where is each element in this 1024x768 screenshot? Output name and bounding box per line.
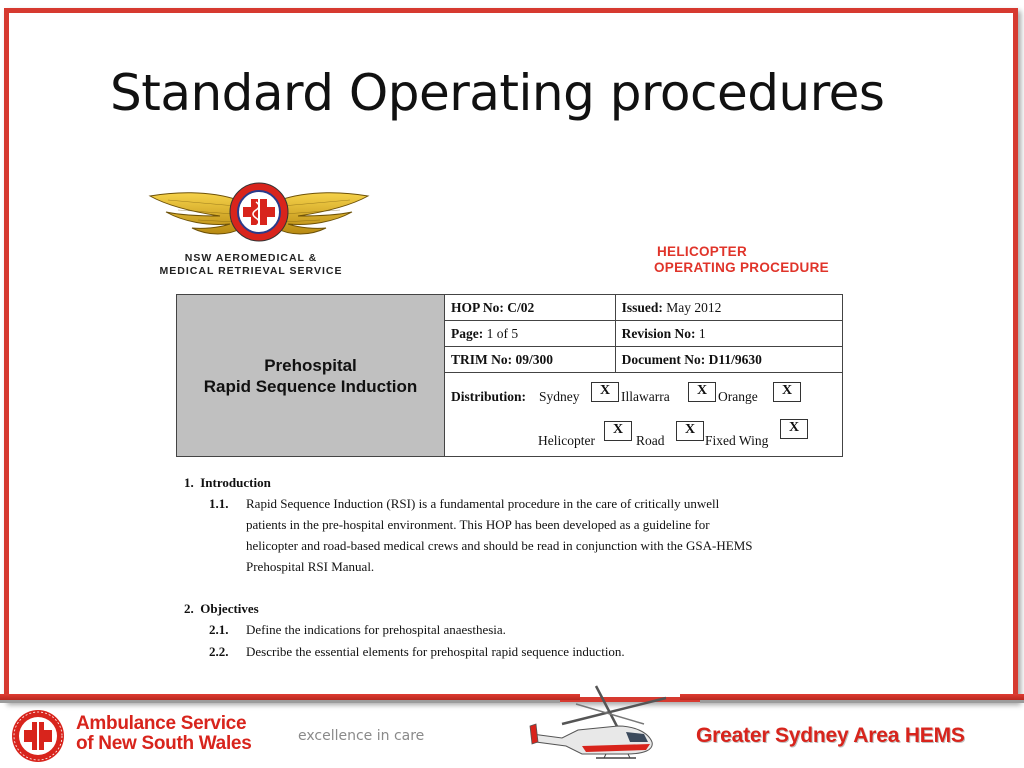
item-1-1-line-4: Prehospital RSI Manual. xyxy=(246,559,375,574)
distribution-fixed-wing: Fixed Wing xyxy=(705,433,769,448)
org-name xyxy=(144,252,358,278)
wings-emblem-icon xyxy=(148,182,370,244)
slide-title: Standard Operating procedures xyxy=(110,64,885,122)
item-2-1-number: 2.1. xyxy=(209,622,229,637)
distribution-illawarra-checkbox: X xyxy=(688,382,716,402)
item-1-1-line-1: Rapid Sequence Induction (RSI) is a fundamental procedure in the care of critically unwell xyxy=(246,496,720,511)
distribution-sydney: Sydney xyxy=(539,389,580,404)
tagline: excellence in care xyxy=(298,728,425,744)
distribution-helicopter-checkbox: X xyxy=(604,421,632,441)
distribution-helicopter: Helicopter xyxy=(538,433,595,448)
footer-bar-left xyxy=(0,694,580,700)
page-cell xyxy=(445,321,616,347)
section-1-heading xyxy=(184,475,271,491)
issued-cell xyxy=(615,295,842,321)
issued-value: May 2012 xyxy=(666,299,722,315)
item-1-1-line-2: patients in the pre-hospital environment. This HOP has been developed as a guideline for xyxy=(246,517,710,532)
procedure-title-line2: Rapid Sequence Induction xyxy=(203,376,418,396)
document-no-value: D11/9630 xyxy=(708,351,762,367)
org-name-line2: MEDICAL RETRIEVAL SERVICE xyxy=(159,265,343,277)
item-2-2-number: 2.2. xyxy=(209,644,229,659)
distribution-illawarra: Illawarra xyxy=(621,389,670,404)
page-label: Page: xyxy=(451,325,484,341)
document-no-cell xyxy=(615,347,842,373)
helicopter-icon xyxy=(526,684,676,766)
document-type-line2: OPERATING PROCEDURE xyxy=(654,260,829,275)
ambulance-logo-icon xyxy=(6,708,70,764)
distribution-orange: Orange xyxy=(718,389,758,404)
distribution-label: Distribution: xyxy=(451,389,527,404)
section-1-title: Introduction xyxy=(200,475,271,490)
page-value: 1 of 5 xyxy=(486,325,519,341)
hems-name: Greater Sydney Area HEMS xyxy=(696,724,965,747)
item-1-1-number: 1.1. xyxy=(209,496,229,511)
section-2-number: 2. xyxy=(184,601,194,616)
ambulance-name-line2: of New South Wales xyxy=(76,733,252,754)
trim-label: TRIM No: xyxy=(451,351,513,367)
item-2-1-line-1: Define the indications for prehospital anaesthesia. xyxy=(246,622,506,637)
distribution-fixed-wing-checkbox: X xyxy=(780,419,808,439)
document-header-table xyxy=(176,294,843,457)
item-1-1-line-3: helicopter and road-based medical crews and should be read in conjunction with the GSA-HEMS xyxy=(246,538,753,553)
section-2-title: Objectives xyxy=(200,601,259,616)
document-type xyxy=(654,244,829,276)
item-2-2-line-1: Describe the essential elements for prehospital rapid sequence induction. xyxy=(246,644,625,659)
section-1-number: 1. xyxy=(184,475,194,490)
ambulance-name-line1: Ambulance Service xyxy=(76,713,247,734)
hop-no-cell xyxy=(445,295,616,321)
distribution-sydney-checkbox: X xyxy=(591,382,619,402)
org-name-line1: NSW AEROMEDICAL & xyxy=(184,252,318,264)
section-2-heading xyxy=(184,601,259,617)
procedure-title-line1: Prehospital xyxy=(264,355,357,375)
trim-value: 09/300 xyxy=(515,351,554,367)
revision-label: Revision No: xyxy=(621,325,696,341)
issued-label: Issued: xyxy=(621,299,663,315)
distribution-road: Road xyxy=(636,433,665,448)
footer-bar-right xyxy=(680,694,1024,700)
revision-value: 1 xyxy=(698,325,706,341)
revision-cell xyxy=(615,321,842,347)
procedure-title-cell xyxy=(177,295,445,457)
trim-cell xyxy=(445,347,616,373)
distribution-road-checkbox: X xyxy=(676,421,704,441)
hop-no-value: C/02 xyxy=(507,299,535,315)
distribution-cell xyxy=(445,373,843,457)
ambulance-service-name xyxy=(76,714,251,754)
document-no-label: Document No: xyxy=(621,351,706,367)
distribution-orange-checkbox: X xyxy=(773,382,801,402)
hop-no-label: HOP No: xyxy=(451,299,504,315)
document-type-line1: HELICOPTER xyxy=(657,244,748,259)
